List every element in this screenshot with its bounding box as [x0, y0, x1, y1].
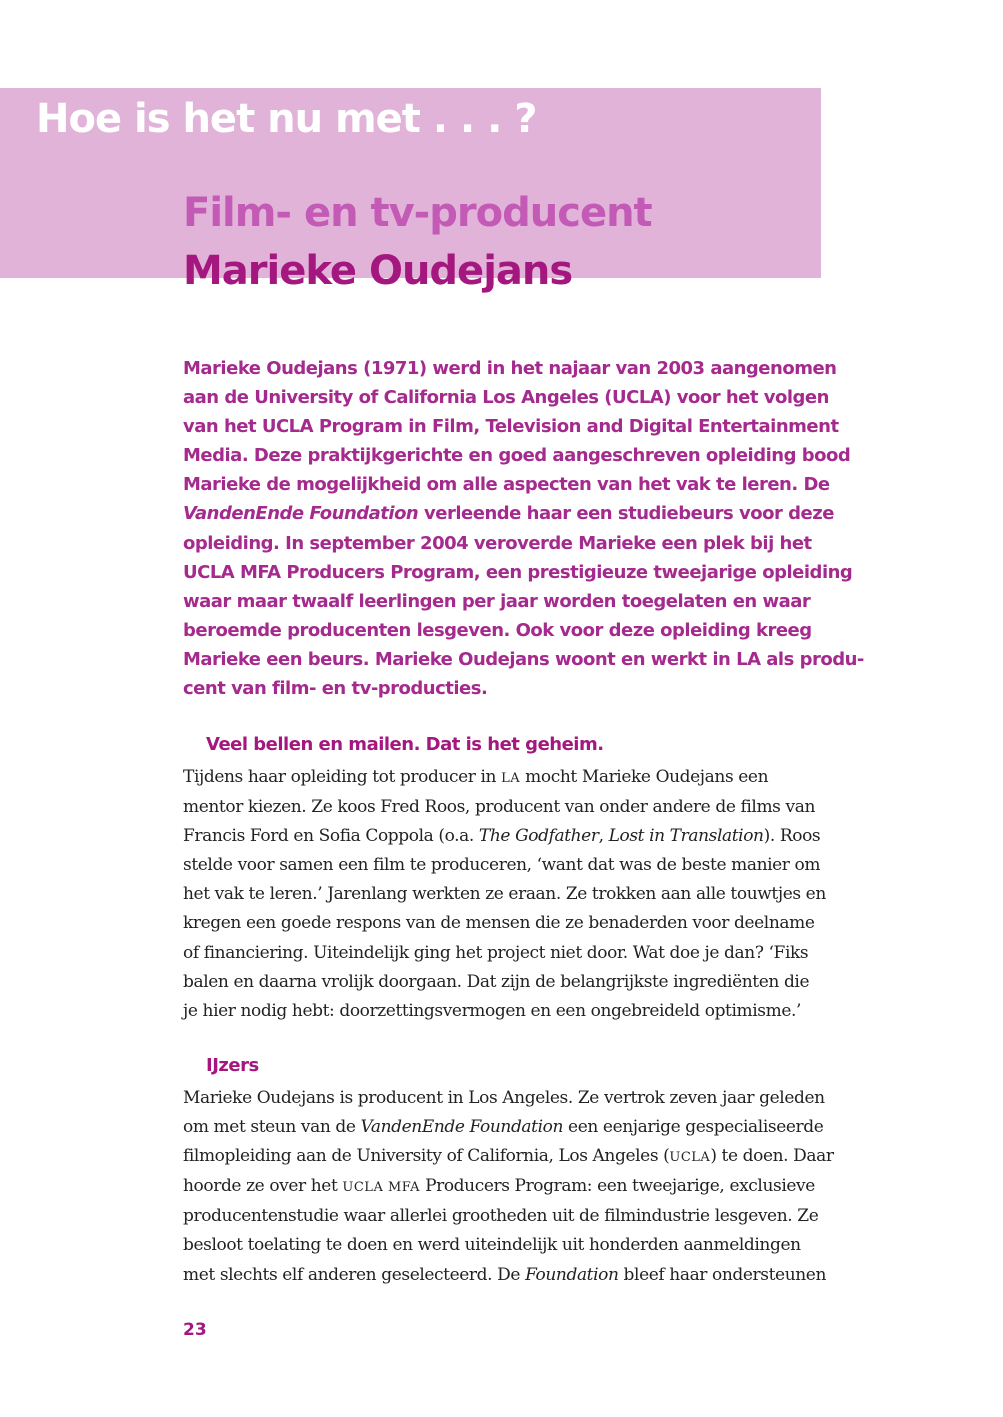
body-line: producentenstudie waar allerlei grootheden uit de filmindustrie lesgeven. Ze	[183, 1206, 819, 1227]
body-line	[183, 1142, 834, 1172]
intro-line: Marieke Oudejans (1971) werd in het najaar van 2003 aangenomen	[183, 358, 837, 379]
section-heading-ijzers: IJzers	[206, 1055, 259, 1076]
page-title-role: Film- en tv-producent	[183, 190, 652, 236]
text-run: bleef haar ondersteunen	[623, 1264, 827, 1285]
body-line	[183, 1172, 823, 1202]
text-run: om met steun van de	[183, 1117, 356, 1138]
body-line: kregen een goede respons van de mensen die ze benaderden voor deelname	[183, 913, 815, 934]
abbr-ucla-mfa: UCLA MFA	[342, 1180, 421, 1196]
body-line: besloot toelating te doen en werd uiteindelijk uit honderden aanmeldingen	[183, 1235, 801, 1256]
section-heading-bellen: Veel bellen en mailen. Dat is het geheim.	[206, 734, 604, 755]
body-line: mentor kiezen. Ze koos Fred Roos, producent van onder andere de films van	[183, 797, 815, 818]
intro-line-text: verleende haar een studiebeurs voor deze	[424, 503, 834, 525]
abbr-la: LA	[501, 771, 521, 786]
text-run: Producers Program: een tweejarige, exclusieve	[425, 1176, 815, 1197]
body-line	[183, 763, 823, 793]
text-run: met slechts elf anderen geselecteerd. De	[183, 1264, 521, 1285]
text-run: ,	[598, 826, 604, 847]
intro-line: aan de University of California Los Angeles (UCLA) voor het volgen	[183, 387, 829, 409]
intro-line	[183, 499, 834, 528]
body-line	[183, 1113, 823, 1142]
body-line: je hier nodig hebt: doorzettingsvermogen en een ongebreideld optimisme.’	[183, 1000, 801, 1021]
text-run: Tijdens haar opleiding tot producer in	[183, 767, 497, 787]
body-line	[183, 822, 823, 851]
film-title-lost-in-translation: Lost in Translation	[608, 826, 764, 847]
body-line: Marieke Oudejans is producent in Los Angeles. Ze vertrok zeven jaar geleden	[183, 1088, 825, 1108]
foundation-word: Foundation	[525, 1264, 619, 1285]
abbr-ucla: UCLA	[669, 1150, 711, 1166]
intro-line: Media. Deze praktijkgerichte en goed aangeschreven opleiding bood	[183, 445, 851, 467]
text-run: Francis Ford en Sofia Coppola (o.a.	[183, 826, 474, 847]
body-line: balen en daarna vrolijk doorgaan. Dat zijn de belangrijkste ingrediënten die	[183, 971, 810, 992]
body-line: het vak te leren.’ Jarenlang werkten ze eraan. Ze trokken aan alle touwtjes en	[183, 884, 826, 905]
body-line	[183, 1261, 827, 1290]
foundation-name: VandenEnde Foundation	[360, 1117, 564, 1138]
text-run: een eenjarige gespecialiseerde	[568, 1117, 824, 1138]
film-title-godfather: The Godfather	[478, 826, 599, 847]
page-number: 23	[183, 1320, 207, 1340]
intro-line: waar maar twaalf leerlingen per jaar worden toegelaten en waar	[183, 590, 811, 612]
intro-line: Marieke de mogelijkheid om alle aspecten van het vak te leren. De	[183, 474, 830, 496]
intro-paragraph	[183, 354, 864, 703]
body-line: of financiering. Uiteindelijk ging het project niet door. Wat doe je dan? ‘Fiks	[183, 942, 809, 963]
text-run: mocht Marieke Oudejans een	[525, 767, 769, 787]
intro-line: UCLA MFA Producers Program, een prestigieuze tweejarige opleiding	[183, 561, 853, 583]
foundation-name: VandenEnde Foundation	[183, 503, 419, 525]
intro-line: cent van film- en tv-producties.	[183, 678, 488, 700]
intro-line: Marieke een beurs. Marieke Oudejans woont en werkt in LA als produ-	[183, 648, 864, 670]
body-paragraph-producer	[183, 1084, 834, 1290]
text-run: ) te doen. Daar	[710, 1146, 834, 1167]
intro-line: beroemde producenten lesgeven. Ook voor deze opleiding kreeg	[183, 619, 812, 641]
intro-line: van het UCLA Program in Film, Television and Digital Entertainment	[183, 416, 839, 438]
section-label: Hoe is het nu met . . . ?	[36, 96, 537, 142]
text-run: filmopleiding aan de University of California, Los Angeles (	[183, 1146, 670, 1167]
text-run: ). Roos	[763, 826, 821, 847]
body-line: stelde voor samen een film te produceren, ‘want dat was de beste manier om	[183, 855, 821, 876]
body-paragraph-mentor	[183, 763, 826, 1026]
page-title-name: Marieke Oudejans	[183, 248, 573, 294]
text-run: hoorde ze over het	[183, 1176, 338, 1197]
intro-line: opleiding. In september 2004 veroverde Marieke een plek bij het	[183, 532, 812, 554]
